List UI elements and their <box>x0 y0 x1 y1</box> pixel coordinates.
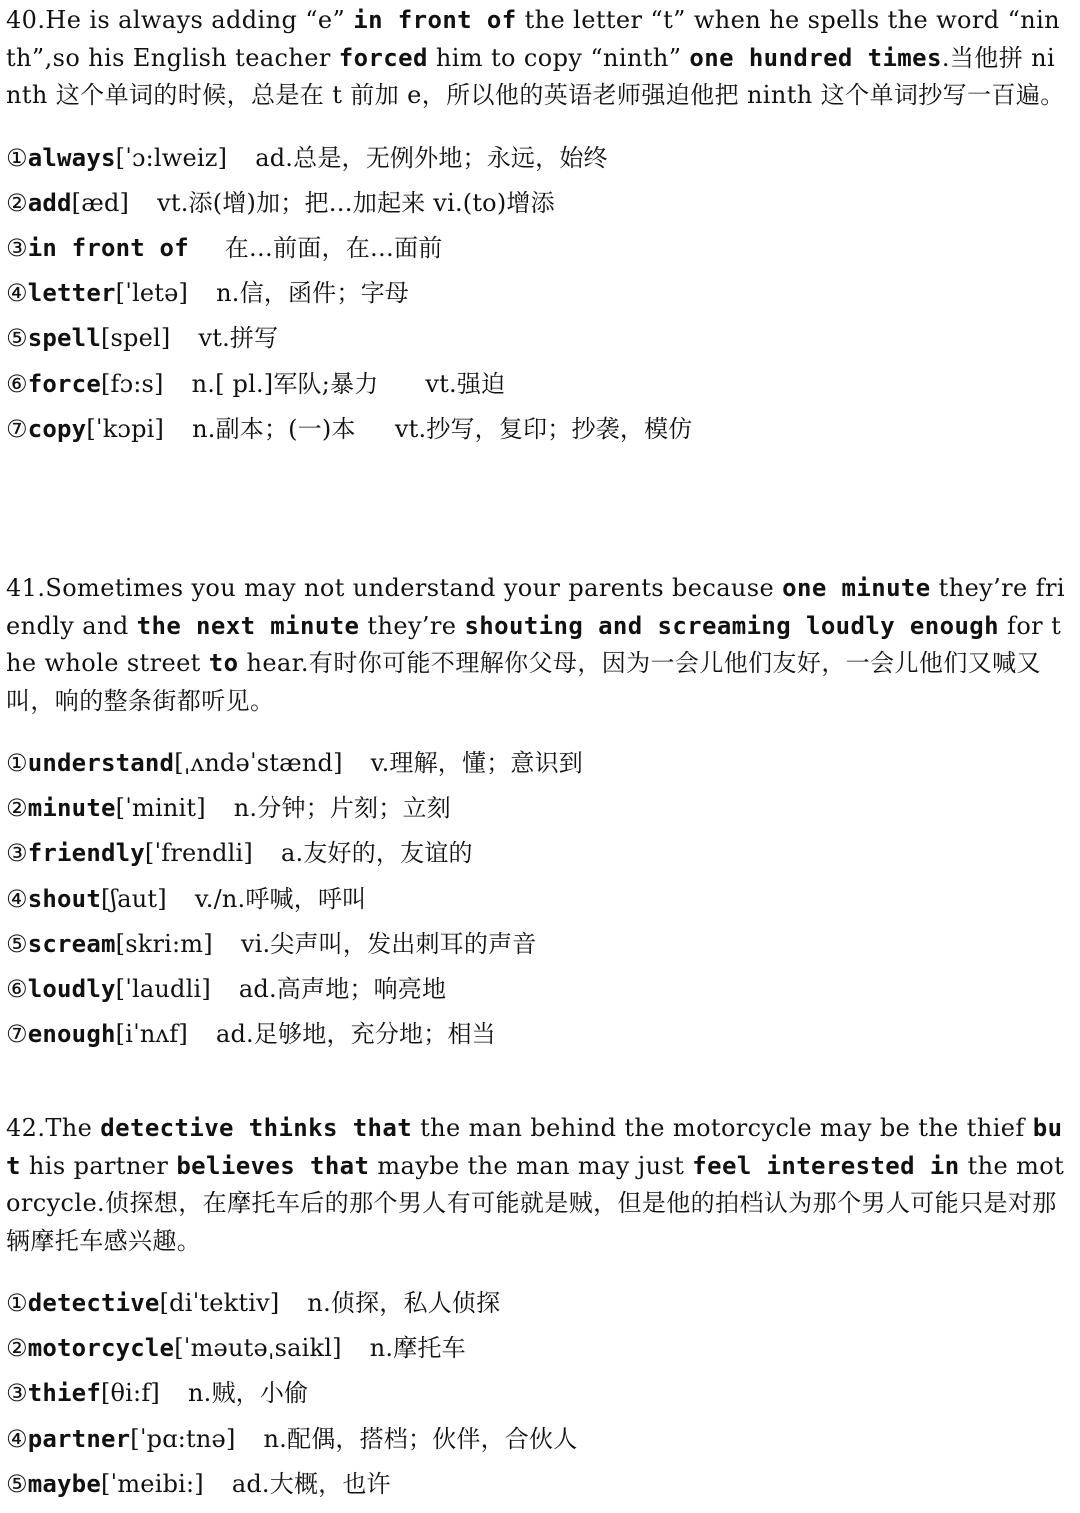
vocab-entry <box>6 1371 1068 1416</box>
sentence-text: they’re friendly and <box>6 574 1065 640</box>
vocab-word: letter <box>27 279 116 308</box>
vocab-word: shout <box>27 884 101 913</box>
vocab-definition: a.友好的，友谊的 <box>280 839 473 868</box>
vocab-number: ② <box>6 794 28 823</box>
vocab-entry <box>6 271 1068 316</box>
vocab-entry <box>6 1417 1068 1462</box>
vocab-number: ⑥ <box>6 975 28 1004</box>
sentence-text: hear.有时你可能不理解你父母，因为一会儿他们友好，一会儿他们又喊又叫，响的整条街都听见。 <box>6 649 1041 715</box>
vocab-entry <box>6 1012 1068 1057</box>
sentence-text: 42.The <box>6 1114 101 1142</box>
sentence-text: the letter “t” when he spells the word “ninth”,so his English teacher <box>6 6 1061 72</box>
vocab-number: ④ <box>6 884 28 913</box>
vocab-number: ① <box>6 749 28 777</box>
vocab-definition: n.贼，小偷 <box>188 1379 309 1408</box>
vocab-phonetic: [diˈtektiv] <box>159 1289 280 1317</box>
vocab-number: ② <box>6 188 28 217</box>
vocab-entry <box>6 226 1068 271</box>
vocab-entry <box>6 967 1068 1012</box>
vocab-number: ③ <box>6 1379 28 1408</box>
vocab-entry <box>6 1326 1068 1371</box>
sentence-text: him to copy “ninth” <box>427 43 690 72</box>
vocab-definition: n.分钟；片刻；立刻 <box>233 794 451 823</box>
vocab-word: always <box>27 143 116 172</box>
vocab-definition: ad.足够地，充分地；相当 <box>215 1020 496 1049</box>
vocab-word: enough <box>27 1020 116 1049</box>
vocab-word: motorcycle <box>27 1334 175 1363</box>
vocab-number: ③ <box>6 839 28 868</box>
vocab-phonetic: [ˈlaudli] <box>115 975 211 1004</box>
vocab-number: ④ <box>6 279 28 308</box>
vocab-entry <box>6 877 1068 922</box>
vocab-phonetic: [ˈminit] <box>115 794 206 823</box>
vocab-phonetic: [spel] <box>100 324 171 353</box>
vocab-word: copy <box>27 414 87 443</box>
vocab-definition: ad.总是，无例外地；永远，始终 <box>255 143 608 172</box>
vocab-definition: vt.拼写 <box>198 324 279 353</box>
section-40 <box>6 2 1068 452</box>
vocab-word: friendly <box>27 839 145 868</box>
bold-phrase: but <box>6 1114 1063 1180</box>
vocab-phonetic: [ˈkɔpi] <box>86 414 165 443</box>
vocab-phonetic: [skri:m] <box>115 929 213 958</box>
vocab-definition: v./n.呼喊，呼叫 <box>194 884 367 913</box>
vocab-word: detective <box>27 1289 160 1317</box>
vocab-number: ② <box>6 1334 28 1363</box>
vocab-list <box>6 1281 1068 1507</box>
vocab-word: scream <box>27 929 116 958</box>
vocab-definition: n.配偶，搭档；伙伴，合伙人 <box>263 1424 578 1453</box>
vocab-word: in front of <box>27 233 189 262</box>
vocab-definition: ad.高声地；响亮地 <box>238 975 447 1004</box>
vocab-entry <box>6 786 1068 831</box>
vocab-number: ⑤ <box>6 1469 28 1498</box>
vocab-word: force <box>27 369 101 398</box>
vocab-entry <box>6 181 1068 226</box>
sentence-text: 40.He is always adding “e” <box>6 6 354 34</box>
sentence-text: his partner <box>20 1151 177 1180</box>
vocab-phonetic: [ˈməutəˌsaikl] <box>174 1334 342 1363</box>
vocab-word: understand <box>27 749 175 777</box>
example-sentence <box>6 2 1068 115</box>
vocab-entry <box>6 136 1068 181</box>
sentence-text: they’re <box>359 611 465 640</box>
vocab-phonetic: [ˈletə] <box>115 279 189 308</box>
bold-phrase: one minute <box>782 574 931 602</box>
bold-phrase: detective thinks that <box>100 1114 413 1142</box>
vocab-phonetic: [ˈpɑ:tnə] <box>130 1424 236 1453</box>
vocab-definition: vi.尖声叫，发出刺耳的声音 <box>240 929 537 958</box>
vocab-entry <box>6 831 1068 876</box>
sentence-text: the motorcycle.侦探想，在摩托车后的那个男人有可能就是贼，但是他的拍档认为那个男人可能只是对那辆摩托车感兴趣。 <box>6 1151 1065 1255</box>
vocab-number: ① <box>6 143 28 172</box>
vocab-phonetic: [æd] <box>71 188 130 217</box>
section-42 <box>6 1110 1068 1507</box>
vocab-entry <box>6 407 1068 452</box>
example-sentence <box>6 570 1068 720</box>
vocab-entry <box>6 1281 1068 1326</box>
vocab-number: ⑥ <box>6 369 28 398</box>
vocab-word: spell <box>27 324 101 353</box>
vocab-definition: v.理解，懂；意识到 <box>370 749 584 777</box>
vocab-word: add <box>27 188 72 217</box>
sentence-text: for the whole street <box>6 611 1062 677</box>
vocab-word: maybe <box>27 1469 101 1498</box>
vocab-definition: ad.大概，也许 <box>231 1469 391 1498</box>
vocab-number: ⑦ <box>6 414 28 443</box>
vocab-list <box>6 136 1068 452</box>
bold-phrase: one hundred times <box>689 43 942 72</box>
vocab-entry <box>6 1462 1068 1507</box>
vocab-number: ① <box>6 1289 28 1317</box>
vocab-definition: n.侦探，私人侦探 <box>307 1289 501 1317</box>
vocab-list <box>6 741 1068 1057</box>
vocab-phonetic: [ˈfrendli] <box>144 839 253 868</box>
bold-phrase: to <box>208 649 239 677</box>
bold-phrase: in front of <box>353 6 517 34</box>
sentence-text: .当他拼 ninth 这个单词的时候，总是在 t 前加 e，所以他的英语老师强迫他把 ninth 这个单词抄写一百遍。 <box>6 43 1065 109</box>
vocab-definition: n.摩托车 <box>369 1334 466 1363</box>
vocab-definition: n.信，函件；字母 <box>216 279 409 308</box>
sentence-text: the man behind the motorcycle may be the thief <box>412 1114 1033 1142</box>
bold-phrase: shouting and screaming loudly enough <box>464 611 1000 640</box>
bold-phrase: forced <box>338 43 428 72</box>
vocab-phonetic: [iˈnʌf] <box>115 1020 188 1049</box>
vocab-number: ⑤ <box>6 324 28 353</box>
vocab-word: partner <box>27 1424 131 1453</box>
vocab-word: loudly <box>27 975 116 1004</box>
section-41 <box>6 570 1068 1057</box>
vocab-definition: n.[ pl.]军队;暴力 vt.强迫 <box>191 369 506 398</box>
vocab-entry <box>6 316 1068 361</box>
vocab-number: ⑤ <box>6 929 28 958</box>
vocab-phonetic: [ˈmeibi:] <box>100 1469 204 1498</box>
vocab-entry <box>6 922 1068 967</box>
bold-phrase: believes that <box>176 1151 370 1180</box>
sentence-text: 41.Sometimes you may not understand your parents because <box>6 574 783 602</box>
vocab-number: ③ <box>6 233 28 262</box>
vocab-entry <box>6 362 1068 407</box>
bold-phrase: the next minute <box>136 611 360 640</box>
vocab-word: minute <box>27 794 116 823</box>
vocab-definition: 在…前面，在…面前 <box>216 233 443 262</box>
vocab-phonetic: [ˌʌndəˈstænd] <box>174 749 343 777</box>
vocab-phonetic: [ʃaut] <box>100 884 167 913</box>
example-sentence <box>6 1110 1068 1260</box>
vocab-phonetic: [θi:f] <box>100 1379 160 1408</box>
vocab-number: ⑦ <box>6 1020 28 1049</box>
vocab-entry <box>6 741 1068 786</box>
vocab-number: ④ <box>6 1424 28 1453</box>
bold-phrase: feel interested in <box>692 1151 960 1180</box>
vocab-phonetic: [ˈɔ:lweiz] <box>115 143 228 172</box>
sentence-text: maybe the man may just <box>369 1151 693 1180</box>
vocab-definition: vt.添(增)加；把…加起来 vi.(to)增添 <box>157 188 555 217</box>
vocab-definition: n.副本；(一)本 vt.抄写，复印；抄袭，模仿 <box>192 414 693 443</box>
vocab-phonetic: [fɔ:s] <box>100 369 164 398</box>
vocab-word: thief <box>27 1379 101 1408</box>
